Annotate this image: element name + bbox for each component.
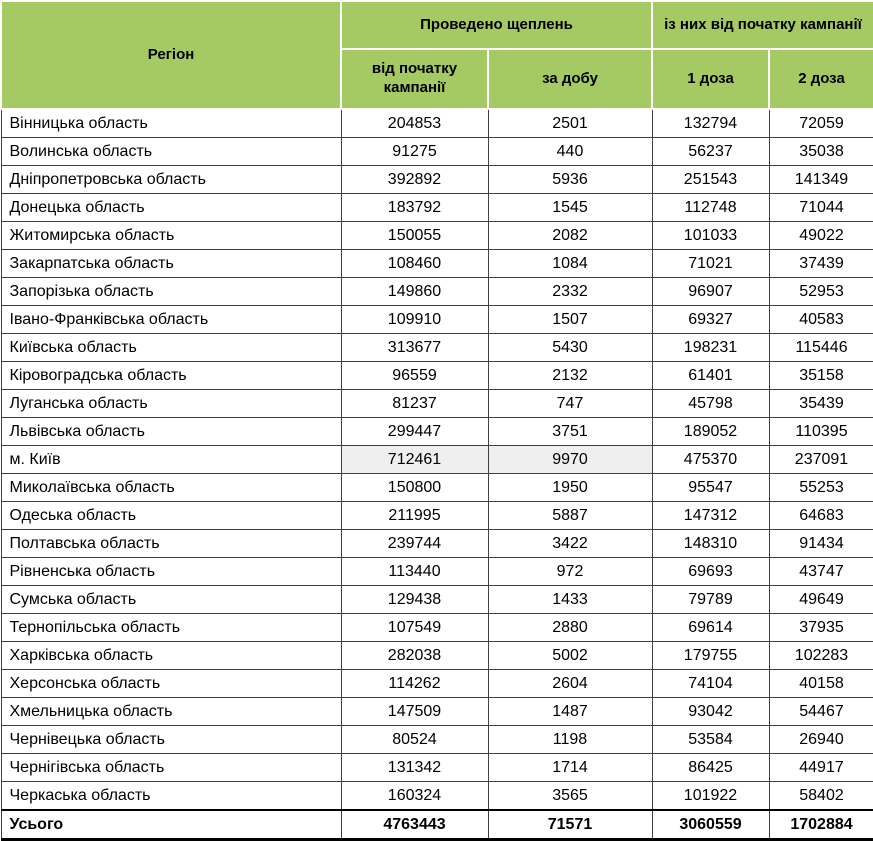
table-row [1,614,873,642]
dose2-cell: 49022 [769,222,873,250]
region-cell: Тернопільська область [1,614,341,642]
per-day-cell: 2082 [488,222,652,250]
dose2-cell: 72059 [769,109,873,138]
region-cell: Сумська область [1,586,341,614]
header-col-dose2: 2 доза [769,49,873,109]
table-row [1,109,873,138]
dose1-cell: 45798 [652,390,769,418]
dose1-cell: 61401 [652,362,769,390]
since-start-cell: 183792 [341,194,488,222]
since-start-cell: 129438 [341,586,488,614]
since-start-cell: 91275 [341,138,488,166]
dose2-cell: 141349 [769,166,873,194]
table-row [1,334,873,362]
since-start-cell: 113440 [341,558,488,586]
per-day-cell: 1433 [488,586,652,614]
dose2-cell: 44917 [769,754,873,782]
dose2-cell: 40158 [769,670,873,698]
table-row [1,362,873,390]
dose1-cell: 95547 [652,474,769,502]
region-cell: Дніпропетровська область [1,166,341,194]
region-cell: Житомирська область [1,222,341,250]
table-row [1,726,873,754]
dose2-cell: 115446 [769,334,873,362]
table-footer [1,810,873,840]
per-day-cell: 2132 [488,362,652,390]
dose1-cell: 179755 [652,642,769,670]
region-cell: Миколаївська область [1,474,341,502]
dose2-cell: 64683 [769,502,873,530]
region-cell: Черкаська область [1,782,341,811]
total-since-start: 4763443 [341,810,488,840]
region-cell: Луганська область [1,390,341,418]
table-row [1,754,873,782]
header-col-dose1: 1 доза [652,49,769,109]
per-day-cell: 1714 [488,754,652,782]
dose2-cell: 55253 [769,474,873,502]
since-start-cell: 150800 [341,474,488,502]
header-region: Регіон [1,1,341,109]
per-day-cell: 3751 [488,418,652,446]
dose1-cell: 69693 [652,558,769,586]
total-dose2: 1702884 [769,810,873,840]
table-row [1,418,873,446]
dose2-cell: 52953 [769,278,873,306]
dose1-cell: 56237 [652,138,769,166]
per-day-cell: 2880 [488,614,652,642]
since-start-cell: 80524 [341,726,488,754]
since-start-cell: 239744 [341,530,488,558]
dose2-cell: 35158 [769,362,873,390]
per-day-cell: 440 [488,138,652,166]
header-col-since-start: від початку кампанії [341,49,488,109]
dose1-cell: 86425 [652,754,769,782]
since-start-cell: 313677 [341,334,488,362]
dose2-cell: 102283 [769,642,873,670]
since-start-cell: 107549 [341,614,488,642]
region-cell: Вінницька область [1,109,341,138]
dose2-cell: 49649 [769,586,873,614]
since-start-cell: 204853 [341,109,488,138]
dose1-cell: 475370 [652,446,769,474]
region-cell: м. Київ [1,446,341,474]
region-cell: Кіровоградська область [1,362,341,390]
per-day-cell: 2332 [488,278,652,306]
dose2-cell: 71044 [769,194,873,222]
table-row [1,250,873,278]
region-cell: Рівненська область [1,558,341,586]
per-day-cell: 2604 [488,670,652,698]
since-start-cell: 131342 [341,754,488,782]
header-col-per-day: за добу [488,49,652,109]
dose1-cell: 198231 [652,334,769,362]
since-start-cell: 114262 [341,670,488,698]
table-row [1,670,873,698]
dose2-cell: 37935 [769,614,873,642]
region-cell: Херсонська область [1,670,341,698]
since-start-cell: 211995 [341,502,488,530]
table-row [1,642,873,670]
table-row [1,278,873,306]
dose1-cell: 132794 [652,109,769,138]
table-row [1,222,873,250]
since-start-cell: 150055 [341,222,488,250]
table-body [1,109,873,810]
dose1-cell: 148310 [652,530,769,558]
region-cell: Волинська область [1,138,341,166]
table-row [1,502,873,530]
table-header [1,1,873,109]
region-cell: Донецька область [1,194,341,222]
dose1-cell: 71021 [652,250,769,278]
region-cell: Закарпатська область [1,250,341,278]
dose1-cell: 101033 [652,222,769,250]
header-group-vaccinations: Проведено щеплень [341,1,652,49]
table-row [1,558,873,586]
total-label: Усього [1,810,341,840]
region-cell: Чернівецька область [1,726,341,754]
dose1-cell: 189052 [652,418,769,446]
per-day-cell: 5430 [488,334,652,362]
dose2-cell: 35439 [769,390,873,418]
dose2-cell: 237091 [769,446,873,474]
dose1-cell: 69327 [652,306,769,334]
region-cell: Полтавська область [1,530,341,558]
table-row [1,782,873,811]
dose1-cell: 101922 [652,782,769,811]
per-day-cell: 5887 [488,502,652,530]
since-start-cell: 81237 [341,390,488,418]
dose2-cell: 40583 [769,306,873,334]
since-start-cell: 160324 [341,782,488,811]
dose2-cell: 58402 [769,782,873,811]
header-group-campaign: із них від початку кампанії [652,1,873,49]
region-cell: Івано-Франківська область [1,306,341,334]
since-start-cell: 108460 [341,250,488,278]
table-row [1,530,873,558]
per-day-cell: 2501 [488,109,652,138]
per-day-cell: 747 [488,390,652,418]
per-day-cell: 1545 [488,194,652,222]
region-cell: Запорізька область [1,278,341,306]
dose1-cell: 69614 [652,614,769,642]
total-dose1: 3060559 [652,810,769,840]
dose1-cell: 147312 [652,502,769,530]
dose2-cell: 110395 [769,418,873,446]
per-day-cell: 5002 [488,642,652,670]
table-row [1,586,873,614]
per-day-cell: 972 [488,558,652,586]
dose2-cell: 26940 [769,726,873,754]
per-day-cell: 1487 [488,698,652,726]
per-day-cell: 3565 [488,782,652,811]
dose1-cell: 93042 [652,698,769,726]
dose2-cell: 37439 [769,250,873,278]
region-cell: Львівська область [1,418,341,446]
dose1-cell: 53584 [652,726,769,754]
per-day-cell: 3422 [488,530,652,558]
table-row [1,446,873,474]
per-day-cell: 1950 [488,474,652,502]
region-cell: Одеська область [1,502,341,530]
since-start-cell: 299447 [341,418,488,446]
since-start-cell: 96559 [341,362,488,390]
dose2-cell: 91434 [769,530,873,558]
dose1-cell: 79789 [652,586,769,614]
table-row [1,306,873,334]
total-row [1,810,873,840]
total-per-day: 71571 [488,810,652,840]
region-cell: Київська область [1,334,341,362]
since-start-cell: 109910 [341,306,488,334]
dose2-cell: 43747 [769,558,873,586]
table-row [1,166,873,194]
since-start-cell: 392892 [341,166,488,194]
table-row [1,698,873,726]
region-cell: Чернігівська область [1,754,341,782]
since-start-cell: 282038 [341,642,488,670]
since-start-cell: 712461 [341,446,488,474]
since-start-cell: 149860 [341,278,488,306]
per-day-cell: 1084 [488,250,652,278]
dose1-cell: 251543 [652,166,769,194]
region-cell: Хмельницька область [1,698,341,726]
per-day-cell: 1507 [488,306,652,334]
since-start-cell: 147509 [341,698,488,726]
dose1-cell: 112748 [652,194,769,222]
table-row [1,194,873,222]
table-row [1,474,873,502]
dose1-cell: 74104 [652,670,769,698]
region-cell: Харківська область [1,642,341,670]
dose1-cell: 96907 [652,278,769,306]
dose2-cell: 35038 [769,138,873,166]
table-row [1,390,873,418]
per-day-cell: 1198 [488,726,652,754]
per-day-cell: 9970 [488,446,652,474]
dose2-cell: 54467 [769,698,873,726]
per-day-cell: 5936 [488,166,652,194]
table-row [1,138,873,166]
